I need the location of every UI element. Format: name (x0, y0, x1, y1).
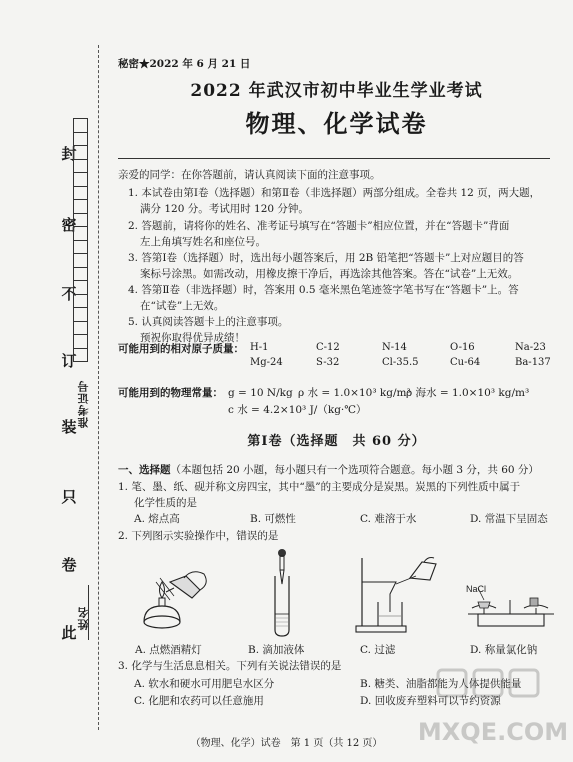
atomic-mass-s: S-32 (316, 357, 340, 368)
nacl-label: NaCl (466, 584, 487, 594)
atomic-mass-label: 可能用到的相对原子质量： (118, 343, 244, 355)
q1-option-b: B. 可燃性 (250, 513, 296, 525)
q2-option-b: B. 滴加液体 (248, 644, 305, 656)
const-rho-ice: ρ 海水 = 1.0×10³ kg/m³ (406, 387, 530, 399)
notice-line-6: 案标号涂黑。如需改动，用橡皮擦干净后，再选涂其他答案。答在“试卷”上无效。 (140, 268, 519, 280)
notice-line-2: 满分 120 分。考试用时 120 分钟。 (140, 203, 309, 215)
const-rho-water: ρ 水 = 1.0×10³ kg/m³ (298, 387, 411, 399)
q3-stem: 3. 化学与生活息息相关。下列有关说法错误的是 (118, 660, 342, 672)
notice-line-9: 5. 认真阅读答题卡上的注意事项。 (128, 316, 289, 328)
atomic-mass-cu: Cu-64 (450, 357, 481, 368)
notice-line-4: 左上角填写姓名和座位号。 (140, 236, 266, 248)
seal-char-2: 密 (61, 216, 77, 234)
exam-title: 2022 年武汉市初中毕业生学业考试 (190, 81, 483, 101)
binding-dashed-line (98, 45, 99, 730)
seal-char-8: 此 (61, 624, 77, 642)
q1-option-c: C. 难溶于水 (360, 513, 417, 525)
figure-b-dropper (262, 548, 302, 638)
atomic-mass-cl: Cl-35.5 (382, 357, 419, 368)
atomic-mass-n: N-14 (382, 342, 407, 353)
section-1-intro (118, 463, 539, 477)
atomic-mass-o: O-16 (450, 342, 475, 353)
q1-stem-2: 化学性质的是 (134, 497, 197, 509)
exam-subtitle: 物理、化学试卷 (245, 109, 428, 138)
atomic-mass-na: Na-23 (515, 342, 546, 353)
id-number-boxes[interactable] (73, 118, 88, 362)
seal-char-1: 封 (61, 145, 77, 163)
q3-option-d: D. 回收废弃塑料可以节约资源 (360, 695, 501, 707)
figure-c-filtration (350, 550, 450, 635)
name-write-line[interactable] (88, 585, 89, 640)
notice-line-10: 预祝你取得优异成绩！ (140, 332, 245, 344)
atomic-mass-ba: Ba-137 (515, 357, 551, 368)
q3-option-c: C. 化肥和农药可以任意施用 (134, 695, 264, 707)
notice-line-5: 3. 答第Ⅰ卷（选择题）时，选出每小题答案后，用 2B 铅笔把“答题卡”上对应题目的答 (128, 252, 524, 264)
notice-line-7: 4. 答第Ⅱ卷（非选择题）时，答案用 0.5 毫米黑色笔迹签字笔书写在“答题卡”上。答 (128, 284, 519, 296)
notice-greeting: 亲爱的同学：在你答题前，请认真阅读下面的注意事项。 (118, 169, 381, 181)
id-number-label: 准考证号 (77, 380, 90, 428)
seal-char-3: 不 (61, 285, 77, 303)
notice-line-8: 在“试卷”上无效。 (140, 300, 225, 312)
section-1-intro-bold: 一、选择题 (118, 464, 171, 476)
q1-option-a: A. 熔点高 (134, 513, 180, 525)
page-footer: （物理、化学）试卷 第 1 页（共 12 页） (190, 738, 383, 749)
watermark-text: MXQE.COM (418, 718, 568, 746)
name-label: 姓名 (77, 606, 90, 630)
seal-char-4: 订 (61, 352, 77, 370)
section-1-title: 第Ⅰ卷（选择题 共 60 分） (247, 434, 426, 449)
watermark-logo (418, 666, 568, 756)
q2-option-d: D. 称量氯化钠 (470, 644, 538, 656)
q3-option-a: A. 软水和硬水可用肥皂水区分 (134, 678, 275, 690)
figure-a-alcohol-lamp (130, 560, 220, 635)
section-1-intro-text: （本题包括 20 小题，每小题只有一个选项符合题意。每小题 3 分，共 60 分） (170, 464, 539, 476)
q2-stem: 2. 下列图示实验操作中，错误的是 (118, 530, 279, 542)
atomic-mass-c: C-12 (316, 342, 340, 353)
q1-option-d: D. 常温下呈固态 (470, 513, 548, 525)
secret-mark: 秘密★2022 年 6 月 21 日 (118, 58, 251, 70)
atomic-mass-h: H-1 (250, 342, 269, 353)
atomic-mass-mg: Mg-24 (250, 357, 283, 368)
seal-char-5: 装 (61, 418, 77, 436)
q1-stem-1: 1. 笔、墨、纸、砚并称文房四宝，其中“墨”的主要成分是炭黑。炭黑的下列性质中属于 (118, 481, 521, 493)
q3-option-b: B. 糖类、油脂都能为人体提供能量 (360, 678, 522, 690)
q2-option-a: A. 点燃酒精灯 (135, 644, 202, 656)
notice-line-1: 1. 本试卷由第Ⅰ卷（选择题）和第Ⅱ卷（非选择题）两部分组成。全卷共 12 页，两大题， (128, 187, 541, 199)
const-g: g = 10 N/kg (228, 387, 293, 399)
notice-line-3: 2. 答题前，请将你的姓名、准考证号填写在“答题卡”相应位置，并在“答题卡”背面 (128, 220, 510, 232)
seal-char-6: 只 (61, 488, 77, 506)
const-c-water: c 水 = 4.2×10³ J/（kg·℃） (228, 404, 367, 416)
q2-option-c: C. 过滤 (360, 644, 396, 656)
header-rule (118, 158, 550, 159)
physics-constants-label: 可能用到的物理常量： (118, 387, 223, 399)
seal-char-7: 卷 (61, 556, 77, 574)
